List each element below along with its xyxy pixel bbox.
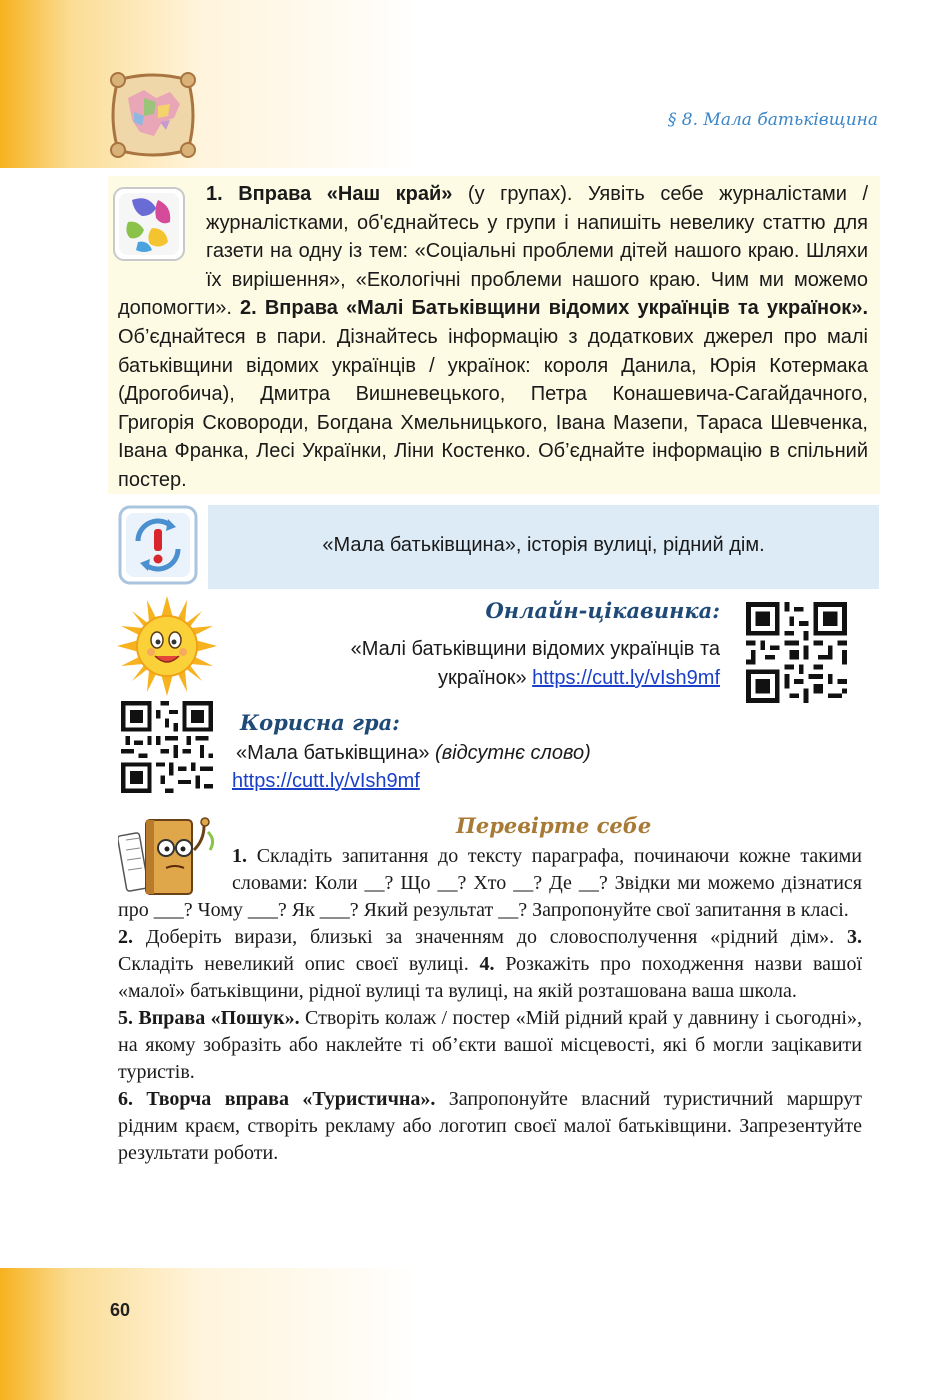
questions-2-4: 2. Доберіть вирази, близькі за значенням до словосполучення «рідний дім». 3. Складіть невеликий опис своєї вулиці. 4. Розкажіть про походження назви вашої «малої» батьківщини, рідної вулиці та вулиці, на якій розташована ваша школа. xyxy=(118,926,863,1002)
exercise-1-text: (у групах). Уявіть себе журналістами / журналістками, об'єднайтесь у групи і напишіть невелику статтю для газети на одну із тем: «Соціальні проблеми дітей нашого краю. Шляхи їх вирішення», «Екологічні проблеми нашого краю. Чим ми можемо допомогти». xyxy=(118,183,868,320)
question-1: 1. Складіть запитання до тексту параграфа, починаючи кожне такими словами: Коли __? Що __? Хто __? Де __? Звідки ми можемо дізнатися про ___? Чому ___? Як ___? Який результат __? Запропонуйте свої запитання в класі. xyxy=(118,845,862,921)
question-5: 5. Вправа «Пошук». Створіть колаж / постер «Мій рідний край у давнину і сьогодні», на якому зобразіть або наклейте ті об’єкти вашої місцевості, які б могли зацікавити туристів. xyxy=(118,1007,862,1083)
game-name: «Мала батьківщина» xyxy=(236,742,436,764)
exercise-2-label: 2. Вправа «Малі Батьківщини відомих українців та українок». xyxy=(240,297,868,320)
question-6: 6. Творча вправа «Туристична». Запропонуйте власний туристичний маршрут рідним краєм, створіть рекламу або логотип своєї малої батьківщини. Запрезентуйте результати роботи. xyxy=(118,1088,862,1164)
check-text xyxy=(118,843,862,1167)
map-scroll-icon xyxy=(104,68,202,162)
exercise-1-label: 1. Вправа «Наш край» xyxy=(206,183,453,205)
qr-code-icon[interactable] xyxy=(746,602,847,703)
page-number: 60 xyxy=(110,1300,131,1320)
online-text-line2: українок» xyxy=(438,667,533,689)
game-link[interactable]: https://cutt.ly/vIsh9mf xyxy=(232,770,420,792)
paragraph-title: § 8. Мала батьківщина xyxy=(667,110,878,130)
online-link[interactable]: https://cutt.ly/vIsh9mf xyxy=(532,667,720,689)
game-title: Корисна гра: xyxy=(240,710,400,735)
online-text xyxy=(240,635,720,693)
check-title: Перевірте себе xyxy=(456,813,652,838)
sun-icon xyxy=(117,596,217,696)
game-text xyxy=(236,742,591,765)
footer-band xyxy=(0,1268,952,1400)
game-note: (відсутнє слово) xyxy=(435,742,591,764)
online-title: Онлайн-цікавинка: xyxy=(485,598,720,623)
online-text-line1: «Малі батьківщини відомих українців та xyxy=(350,638,720,660)
task-text xyxy=(118,180,868,495)
important-icon xyxy=(118,505,198,585)
qr-code-icon[interactable] xyxy=(121,701,213,793)
keywords-text: «Мала батьківщина», історія вулиці, рідний дім. xyxy=(322,534,765,556)
exercise-2-text: Об’єднайтеся в пари. Дізнайтесь інформацію з додаткових джерел про малі батьківщини відомих українців / українок: короля Данила, Юрія Котермака (Дрогобича), Дмитра Вишневецького, Петра Конашевича-Сагайдачного, Григорія Сковороди, Богдана Хмельницького, Івана Мазепи, Тараса Шевченка, Івана Франка, Лесі Українки, Ліни Костенко. Об’єднайте інформацію в спільний постер. xyxy=(118,325,868,491)
